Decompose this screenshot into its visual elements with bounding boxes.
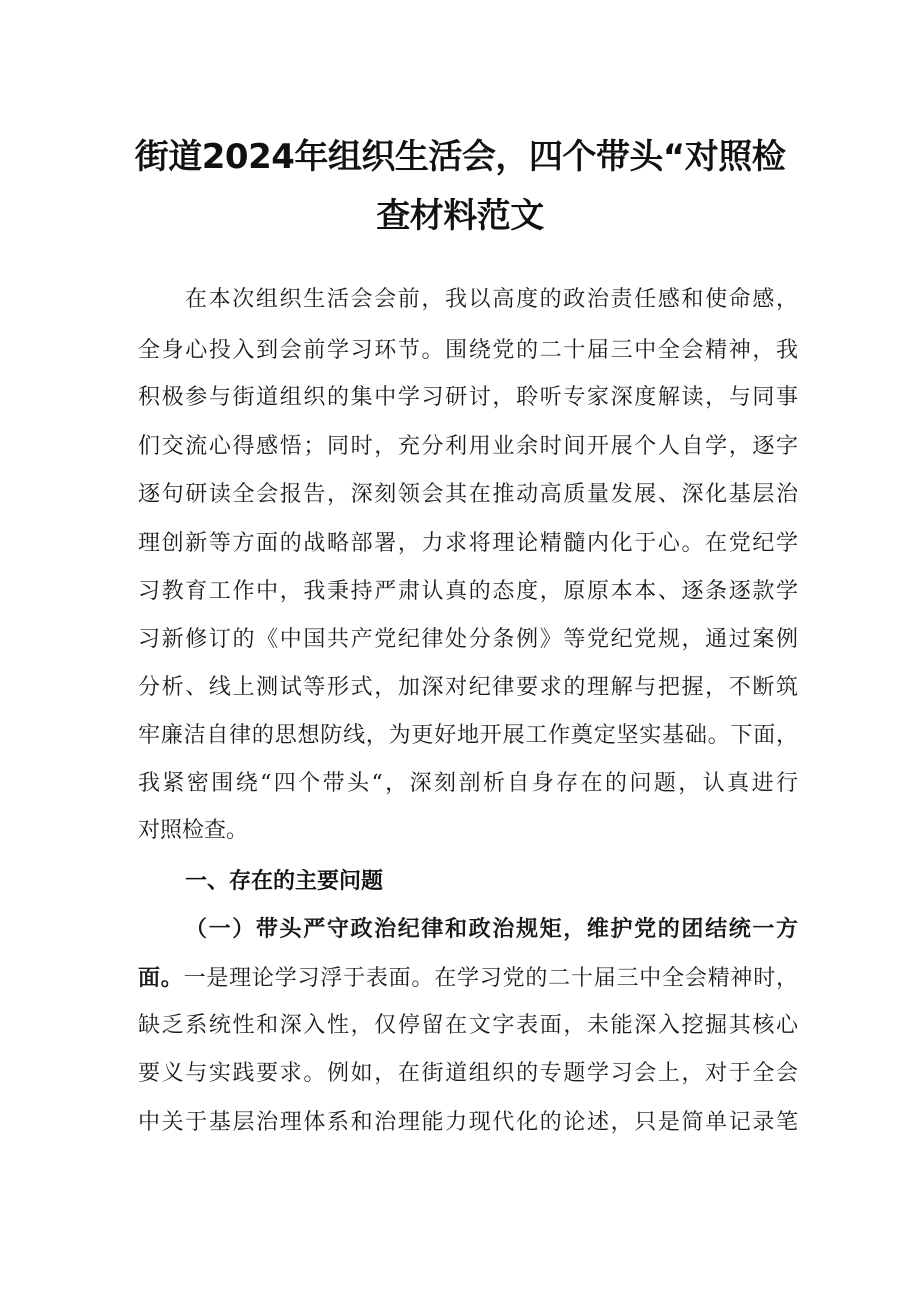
paragraph-line: 我紧密围绕“四个带头“，深刻剖析自身存在的问题，认真进行 bbox=[138, 771, 798, 796]
paragraph-line: 们交流心得感悟；同时，充分利用业余时间开展个人自学，逐字 bbox=[138, 434, 798, 459]
paragraph-line: 在本次组织生活会会前，我以高度的政治责任感和使命感， bbox=[185, 287, 798, 312]
paragraph-line: 全身心投入到会前学习环节。围绕党的二十届三中全会精神，我 bbox=[138, 338, 798, 363]
paragraph-text: 一是理论学习浮于表面。在学习党的二十届三中全会精神时， bbox=[183, 966, 798, 991]
paragraph-line: 积极参与街道组织的集中学习研讨，聆听专家深度解读，与同事 bbox=[138, 385, 798, 410]
document-title-line-2: 查材料范文 bbox=[376, 196, 544, 236]
subsection-heading: （一）带头严守政治纪律和政治规矩，维护党的团结统一方 bbox=[185, 916, 798, 942]
section-heading: 一、存在的主要问题 bbox=[185, 868, 384, 894]
paragraph-line bbox=[138, 963, 798, 994]
paragraph-line: 中关于基层治理体系和治理能力现代化的论述，只是简单记录笔 bbox=[138, 1110, 798, 1135]
paragraph-line: 习教育工作中，我秉持严肃认真的态度，原原本本、逐条逐款学 bbox=[138, 579, 798, 604]
paragraph-line: 分析、线上测试等形式，加深对纪律要求的理解与把握，不断筑 bbox=[138, 675, 798, 700]
paragraph-line: 要义与实践要求。例如，在街道组织的专题学习会上，对于全会 bbox=[138, 1061, 798, 1086]
paragraph-line: 牢廉洁自律的思想防线，为更好地开展工作奠定坚实基础。下面， bbox=[138, 723, 798, 748]
paragraph-line: 对照检查。 bbox=[138, 818, 249, 843]
subsection-heading-end: 面。 bbox=[138, 965, 184, 991]
paragraph-line: 逐句研读全会报告，深刻领会其在推动高质量发展、深化基层治 bbox=[138, 482, 798, 507]
document-title-line-1: 街道2024年组织生活会，四个带头“对照检 bbox=[134, 137, 786, 177]
paragraph-line: 缺乏系统性和深入性，仅停留在文字表面，未能深入挖掘其核心 bbox=[138, 1013, 798, 1038]
paragraph-line: 理创新等方面的战略部署，力求将理论精髓内化于心。在党纪学 bbox=[138, 531, 798, 556]
paragraph-line: 习新修订的《中国共产党纪律处分条例》等党纪党规，通过案例 bbox=[138, 627, 798, 652]
